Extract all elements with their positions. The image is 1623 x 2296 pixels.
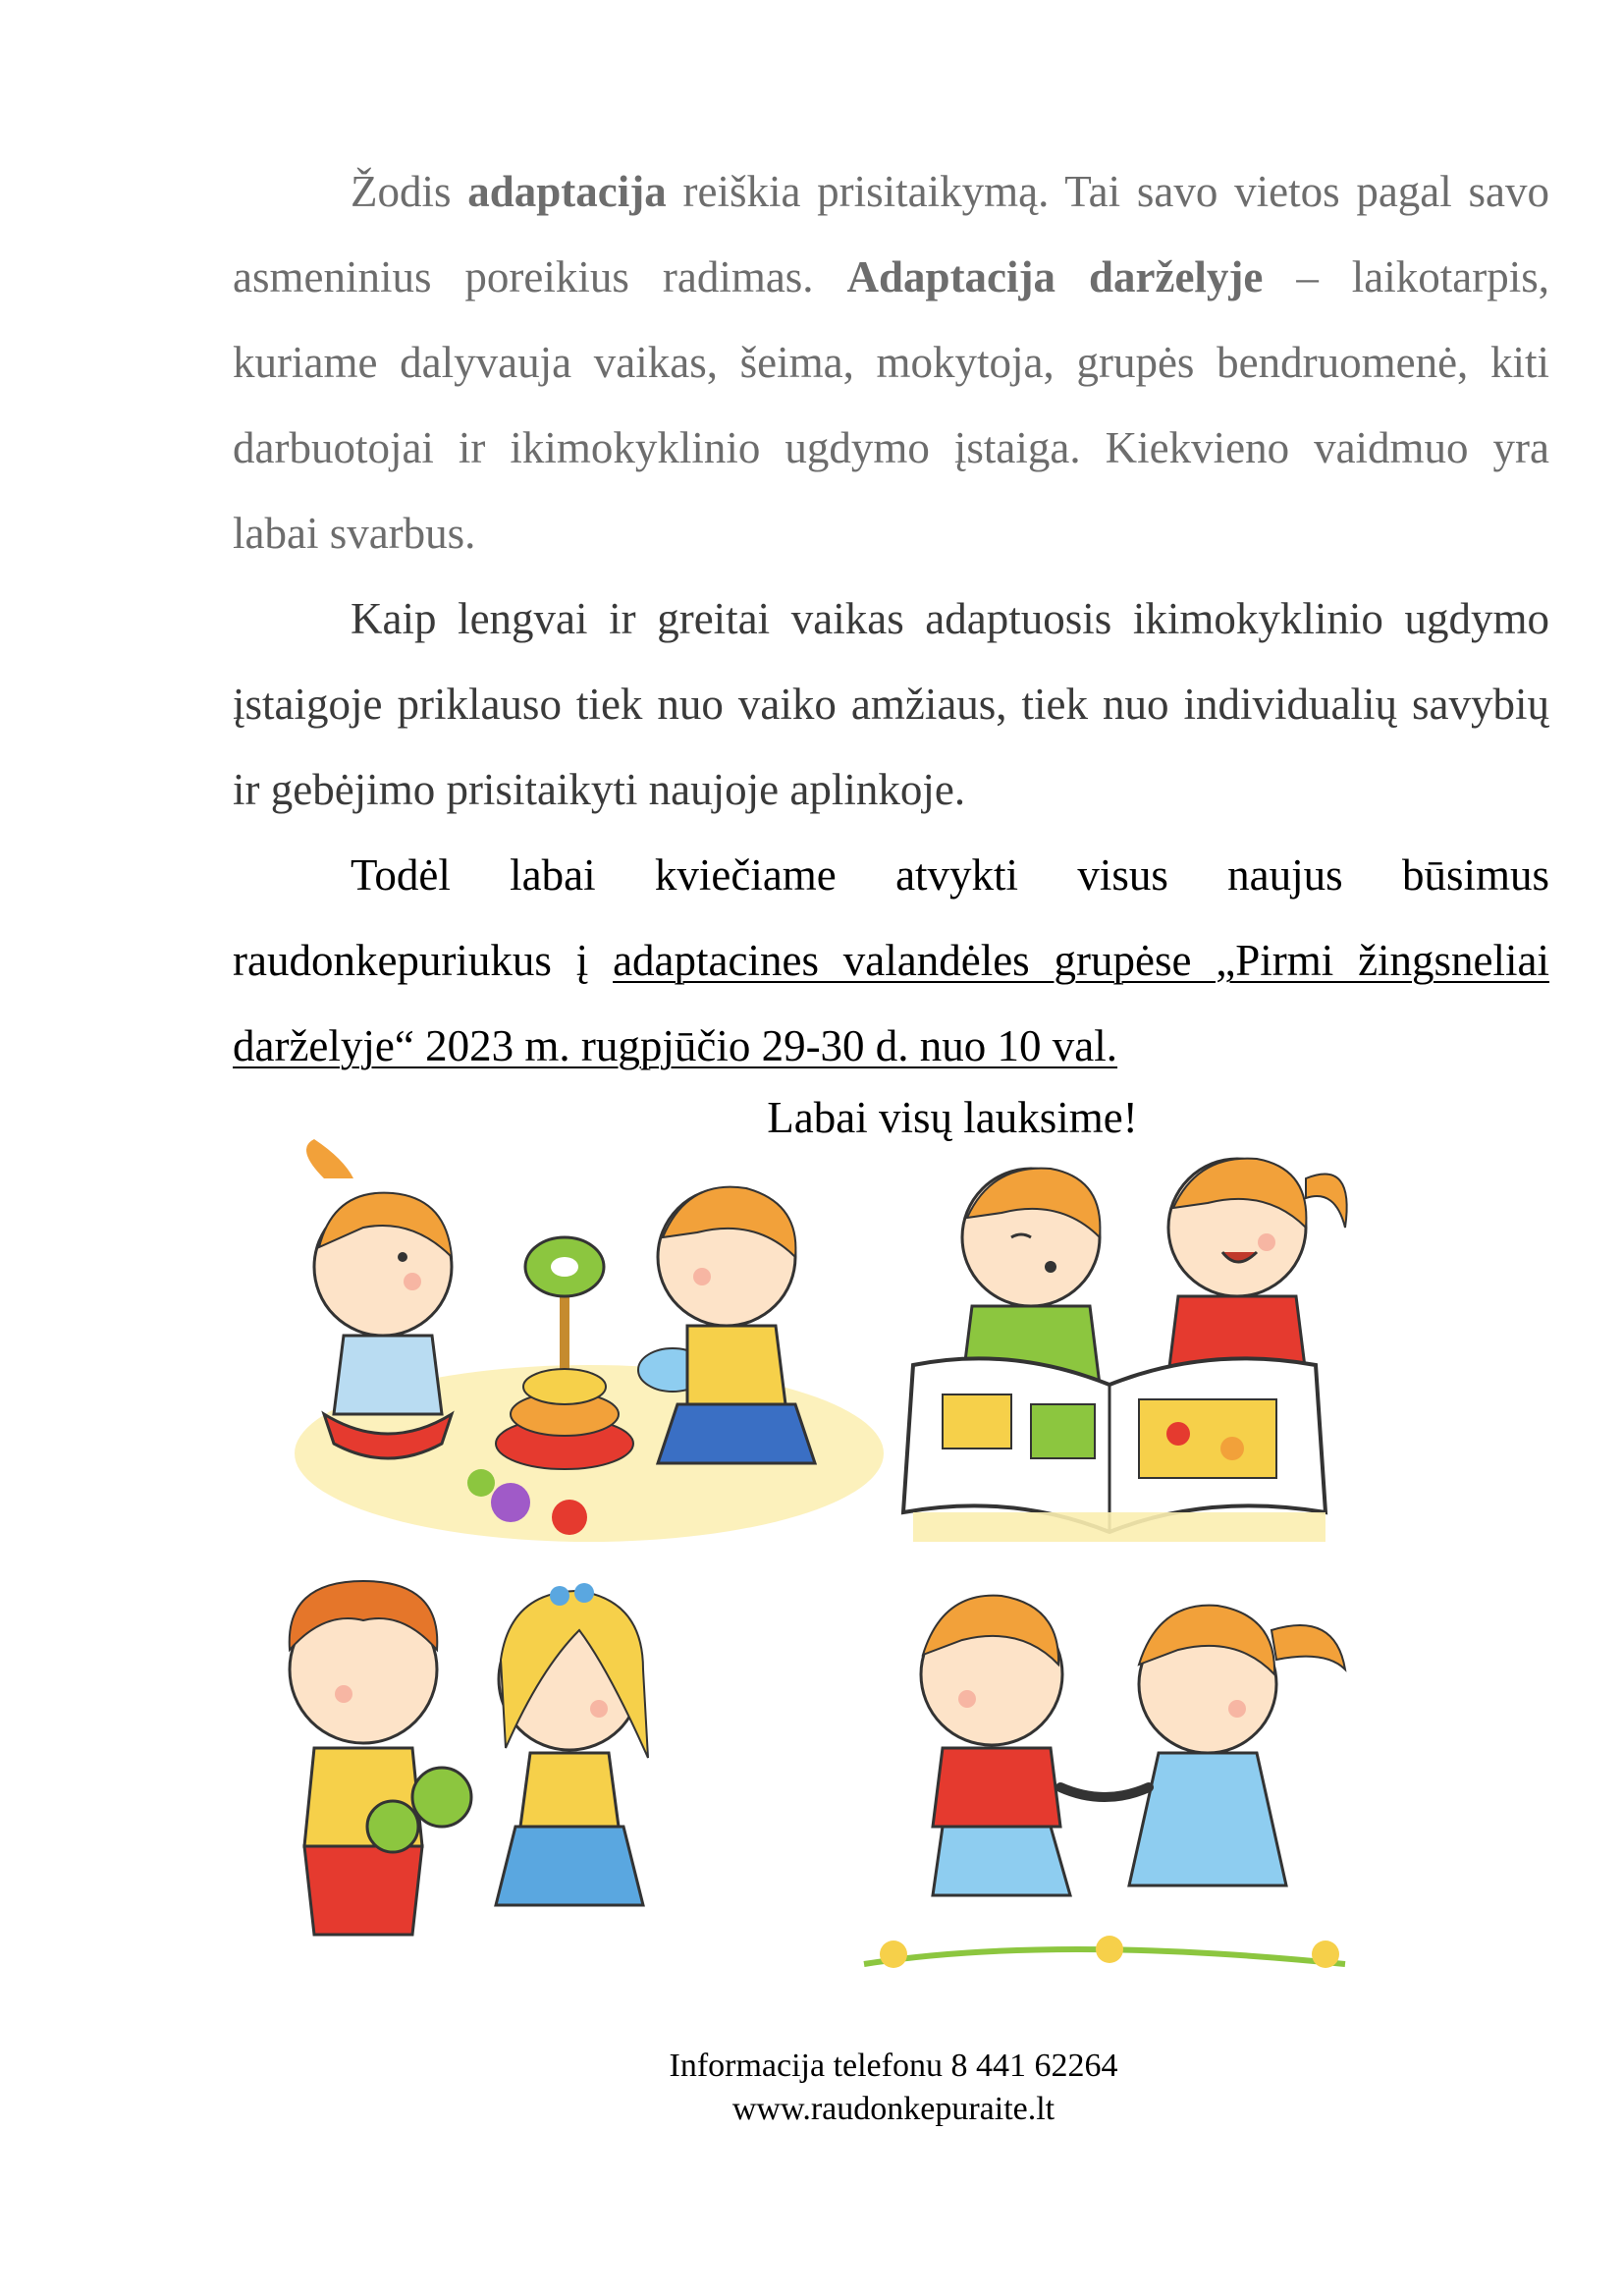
footer-contact bbox=[0, 2045, 1623, 2131]
children-illustration bbox=[265, 1120, 1492, 2043]
phone-info: Informacija telefonu 8 441 62264 bbox=[669, 2048, 1118, 2084]
text-run: reiškia prisitaikymą. Tai savo vietos pagal savo asmeninius poreikius radimas. bbox=[233, 167, 1549, 301]
text-run: Žodis bbox=[351, 167, 468, 216]
scene-sharing-apples bbox=[290, 1581, 648, 1935]
paragraph-adaptation-definition bbox=[233, 149, 1549, 576]
text-run: Kaip lengvai ir greitai vaikas adaptuosis ikimokyklinio ugdymo įstaigoje priklauso tiek nuo vaiko amžiaus, tiek nuo individualių savybių ir gebėjimo prisitaikyti naujoje aplinkoje. bbox=[233, 594, 1549, 814]
text-run: – laikotarpis, kuriame dalyvauja vaikas, šeima, mokytoja, grupės bendruomenė, kiti darbuotojai ir ikimokyklinio ugdymo įstaiga. Kiekvieno vaidmuo yra labai svarbus. bbox=[233, 252, 1549, 558]
text-run: Todėl labai kviečiame atvykti visus naujus būsimus raudonkepuriukus į bbox=[233, 850, 1549, 985]
bold-term-adaptacija-darzelyje: Adaptacija darželyje bbox=[846, 252, 1264, 301]
underlined-event-info: adaptacines valandėles grupėse „Pirmi žingsneliai darželyje“ 2023 m. rugpjūčio 29-30 d. nuo 10 val. bbox=[233, 936, 1550, 1070]
scene-walking-together bbox=[864, 1596, 1345, 1968]
scene-reading-book bbox=[903, 1159, 1347, 1542]
closing-line: Labai visų lauksime! bbox=[767, 1093, 1138, 1142]
bold-term-adaptacija: adaptacija bbox=[467, 167, 667, 216]
website-text: www.raudonkepuraite.lt bbox=[731, 2091, 1055, 2127]
paragraph-adaptation-factors bbox=[233, 576, 1549, 833]
body-text bbox=[233, 149, 1549, 1089]
paragraph-invitation bbox=[233, 833, 1549, 1089]
scene-stacking-rings bbox=[295, 1139, 884, 1542]
